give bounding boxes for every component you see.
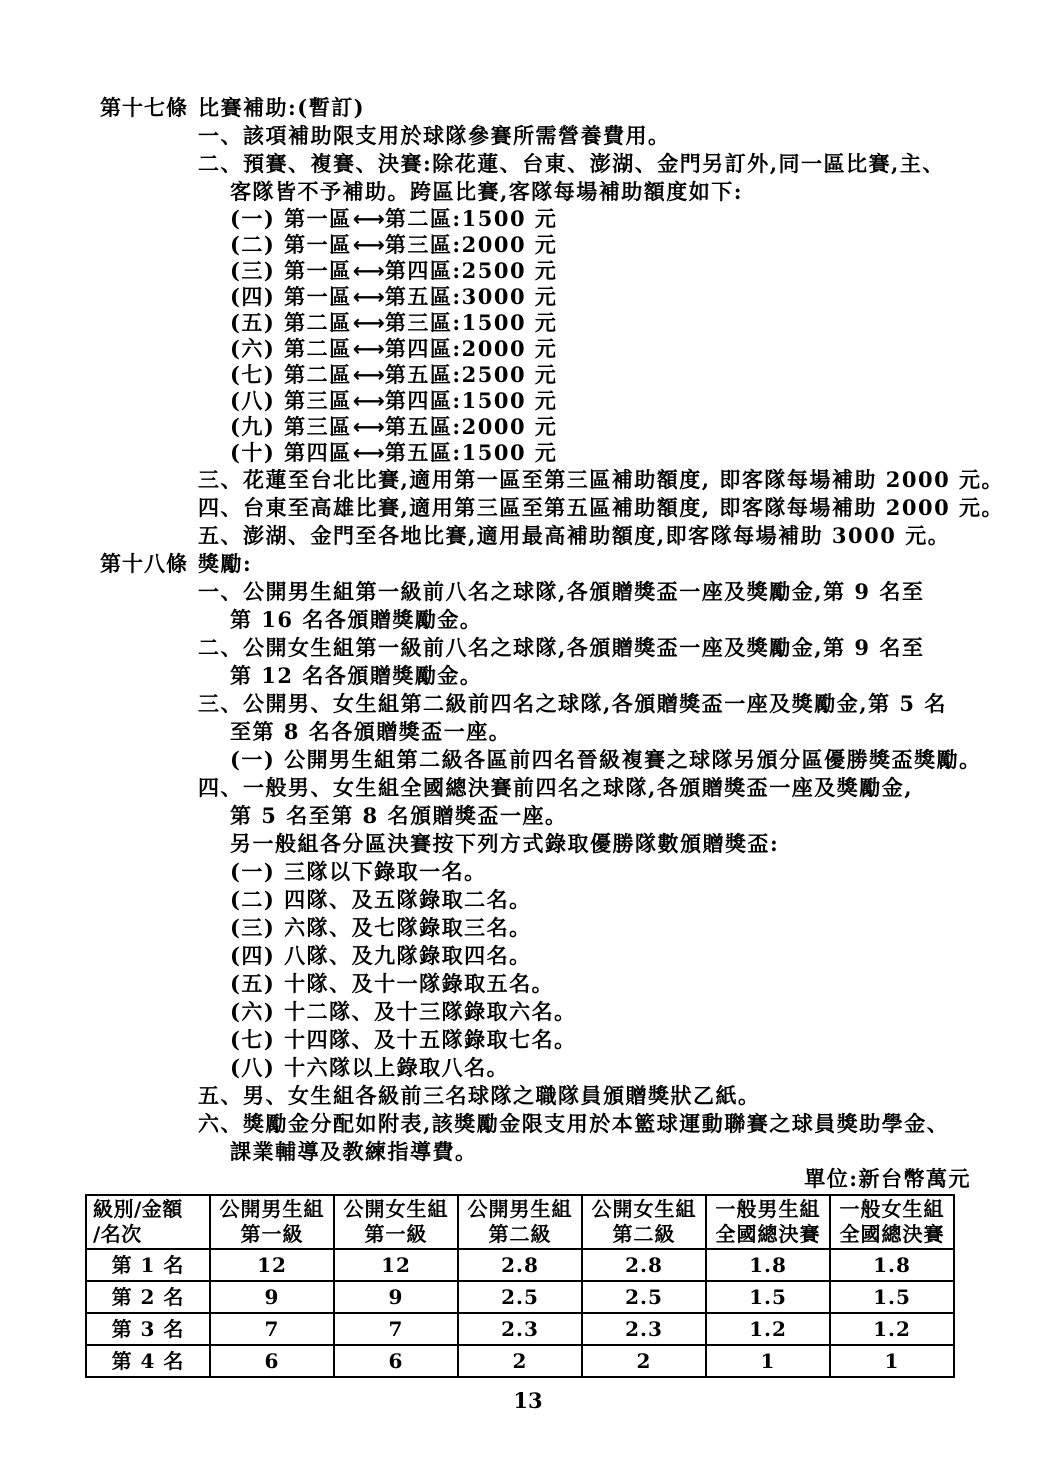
amount-cell: 1.2	[706, 1313, 830, 1345]
page-number: 13	[513, 1388, 543, 1413]
doc-line-text: (八) 第三區	[230, 388, 352, 413]
header-line-2: 第二級	[612, 1222, 676, 1246]
header-line-1: 公開男生組	[467, 1197, 573, 1221]
doc-line: 第 12 名各頒贈獎勵金。	[230, 663, 483, 688]
left-right-arrow-icon: ←→	[352, 441, 382, 465]
article-number: 第十八條	[100, 551, 188, 576]
doc-line: 四、台東至高雄比賽,適用第三區至第五區補助額度, 即客隊每場補助 2000 元。	[198, 495, 1004, 520]
doc-line-text: 第五區:3000 元	[384, 284, 558, 309]
amount-cell: 2.3	[582, 1313, 706, 1345]
doc-line-text: 第五區:2500 元	[384, 362, 558, 387]
amount-cell: 9	[210, 1281, 334, 1313]
header-cell-group	[210, 1195, 334, 1249]
doc-line: 二、公開女生組第一級前八名之球隊,各頒贈獎盃一座及獎勵金,第 9 名至	[198, 635, 925, 660]
left-right-arrow-icon: ←→	[352, 285, 382, 309]
doc-line: 一、公開男生組第一級前八名之球隊,各頒贈獎盃一座及獎勵金,第 9 名至	[198, 579, 925, 604]
article-title: 獎勵:	[198, 551, 253, 576]
left-right-arrow-icon: ←→	[352, 363, 382, 387]
article	[100, 550, 982, 1166]
doc-line-text: (五) 第二區	[230, 310, 352, 335]
header-line-2: 第一級	[240, 1222, 304, 1246]
header-line-2: /名次	[93, 1222, 142, 1246]
doc-line: 另一般組各分區決賽按下列方式錄取優勝隊數頒贈獎盃:	[230, 831, 780, 856]
doc-line-text: 第五區:1500 元	[384, 440, 558, 465]
doc-line	[230, 206, 956, 232]
article	[100, 94, 1004, 550]
doc-line	[230, 414, 956, 440]
left-right-arrow-icon: ←→	[352, 415, 382, 439]
doc-line-text: 第三區:2000 元	[384, 232, 558, 257]
amount-cell: 2	[458, 1345, 582, 1377]
amount-cell: 12	[210, 1249, 334, 1281]
doc-line: 三、公開男、女生組第二級前四名之球隊,各頒贈獎盃一座及獎勵金,第 5 名	[198, 691, 947, 716]
amount-cell: 9	[334, 1281, 458, 1313]
header-cell-group	[334, 1195, 458, 1249]
amount-cell: 2.5	[582, 1281, 706, 1313]
amount-cell: 1	[706, 1345, 830, 1377]
articles-container	[100, 94, 1004, 1166]
doc-line: (一) 三隊以下錄取一名。	[230, 859, 487, 884]
amount-cell: 7	[210, 1313, 334, 1345]
header-cell-group	[582, 1195, 706, 1249]
doc-line: (二) 四隊、及五隊錄取二名。	[230, 887, 532, 912]
left-right-arrow-icon: ←→	[352, 259, 382, 283]
header-cell-rank-amount	[86, 1195, 210, 1249]
amount-cell: 1.8	[706, 1249, 830, 1281]
prize-money-table	[85, 1194, 955, 1378]
doc-line-text: (一) 第一區	[230, 206, 352, 231]
doc-line: 五、澎湖、金門至各地比賽,適用最高補助額度,即客隊每場補助 3000 元。	[198, 523, 951, 548]
table-row	[86, 1345, 954, 1377]
rank-label-cell: 第 4 名	[86, 1345, 210, 1377]
rank-label-cell: 第 2 名	[86, 1281, 210, 1313]
amount-cell: 6	[210, 1345, 334, 1377]
doc-line-text: (七) 第二區	[230, 362, 352, 387]
doc-line: 第 5 名至第 8 名頒贈獎盃一座。	[230, 803, 568, 828]
doc-line: 五、男、女生組各級前三名球隊之職隊員頒贈獎狀乙紙。	[198, 1083, 761, 1108]
amount-cell: 2	[582, 1345, 706, 1377]
header-line-1: 公開男生組	[219, 1197, 325, 1221]
table-row	[86, 1313, 954, 1345]
doc-line-text: 第四區:1500 元	[384, 388, 558, 413]
doc-line-text: 第三區:1500 元	[384, 310, 558, 335]
amount-cell: 1.5	[706, 1281, 830, 1313]
amount-cell: 1	[830, 1345, 954, 1377]
doc-line: 課業輔導及教練指導費。	[230, 1139, 478, 1164]
header-line-1: 一般女生組	[839, 1197, 945, 1221]
amount-cell: 12	[334, 1249, 458, 1281]
amount-cell: 2.8	[582, 1249, 706, 1281]
doc-line	[230, 362, 956, 388]
doc-line	[230, 258, 956, 284]
left-right-arrow-icon: ←→	[352, 389, 382, 413]
doc-line	[230, 310, 956, 336]
header-line-2: 全國總決賽	[839, 1222, 945, 1246]
header-line-2: 第二級	[488, 1222, 552, 1246]
header-cell-group	[458, 1195, 582, 1249]
doc-line-text: 第二區:1500 元	[384, 206, 558, 231]
left-right-arrow-icon: ←→	[352, 311, 382, 335]
doc-line: 一、該項補助限支用於球隊參賽所需營養費用。	[198, 123, 671, 148]
doc-line: 二、預賽、複賽、決賽:除花蓮、台東、澎湖、金門另訂外,同一區比賽,主、	[198, 151, 945, 176]
doc-line: 三、花蓮至台北比賽,適用第一區至第三區補助額度, 即客隊每場補助 2000 元。	[198, 467, 1004, 492]
article-body	[198, 94, 1004, 550]
header-cell-group	[830, 1195, 954, 1249]
amount-cell: 7	[334, 1313, 458, 1345]
prize-table-header	[86, 1195, 954, 1249]
rank-label-cell: 第 1 名	[86, 1249, 210, 1281]
doc-line: 六、獎勵金分配如附表,該獎勵金限支用於本籃球運動聯賽之球員獎助學金、	[198, 1111, 950, 1136]
prize-table-body	[86, 1249, 954, 1377]
amount-cell: 2.5	[458, 1281, 582, 1313]
header-cell-group	[706, 1195, 830, 1249]
article-body	[198, 550, 982, 1166]
header-line-1: 公開女生組	[591, 1197, 697, 1221]
doc-line-text: (四) 第一區	[230, 284, 352, 309]
left-right-arrow-icon: ←→	[352, 207, 382, 231]
doc-line-text: (九) 第三區	[230, 414, 352, 439]
article-number: 第十七條	[100, 95, 188, 120]
header-line-1: 一般男生組	[715, 1197, 821, 1221]
doc-line: (一) 公開男生組第二級各區前四名晉級複賽之球隊另頒分區優勝獎盃獎勵。	[230, 747, 982, 772]
header-line-2: 第一級	[364, 1222, 428, 1246]
rank-label-cell: 第 3 名	[86, 1313, 210, 1345]
doc-line-text: (六) 第二區	[230, 336, 352, 361]
header-line-1: 公開女生組	[343, 1197, 449, 1221]
doc-line	[230, 388, 956, 414]
table-header-row	[86, 1195, 954, 1249]
doc-line-text: (二) 第一區	[230, 232, 352, 257]
amount-cell: 6	[334, 1345, 458, 1377]
doc-line	[230, 284, 956, 310]
amount-cell: 1.5	[830, 1281, 954, 1313]
unit-label: 單位:新台幣萬元	[804, 1166, 971, 1191]
doc-line	[230, 440, 956, 466]
doc-line-text: (三) 第一區	[230, 258, 352, 283]
doc-line: 四、一般男、女生組全國總決賽前四名之球隊,各頒贈獎盃一座及獎勵金,	[198, 775, 914, 800]
doc-line: (六) 十二隊、及十三隊錄取六名。	[230, 999, 577, 1024]
table-row	[86, 1281, 954, 1313]
amount-cell: 1.8	[830, 1249, 954, 1281]
left-right-arrow-icon: ←→	[352, 337, 382, 361]
header-line-2: 全國總決賽	[715, 1222, 821, 1246]
document-page	[93, 94, 1004, 1413]
doc-line: 客隊皆不予補助。跨區比賽,客隊每場補助額度如下:	[230, 179, 744, 204]
doc-line: 至第 8 名各頒贈獎盃一座。	[230, 719, 512, 744]
doc-line: (三) 六隊、及七隊錄取三名。	[230, 915, 532, 940]
doc-line	[230, 336, 956, 362]
amount-cell: 2.3	[458, 1313, 582, 1345]
left-right-arrow-icon: ←→	[352, 233, 382, 257]
doc-line-text: 第四區:2500 元	[384, 258, 558, 283]
doc-line: (五) 十隊、及十一隊錄取五名。	[230, 971, 555, 996]
doc-line: (四) 八隊、及九隊錄取四名。	[230, 943, 532, 968]
amount-cell: 1.2	[830, 1313, 954, 1345]
doc-line: (七) 十四隊、及十五隊錄取七名。	[230, 1027, 577, 1052]
amount-cell: 2.8	[458, 1249, 582, 1281]
doc-line: 第 16 名各頒贈獎勵金。	[230, 607, 483, 632]
doc-line	[230, 232, 956, 258]
doc-line: (八) 十六隊以上錄取八名。	[230, 1055, 510, 1080]
header-line-1: 級別/金額	[93, 1197, 183, 1221]
doc-line-text: (十) 第四區	[230, 440, 352, 465]
table-row	[86, 1249, 954, 1281]
article-title: 比賽補助:(暫訂)	[198, 95, 366, 120]
doc-line-text: 第五區:2000 元	[384, 414, 558, 439]
doc-line-text: 第四區:2000 元	[384, 336, 558, 361]
